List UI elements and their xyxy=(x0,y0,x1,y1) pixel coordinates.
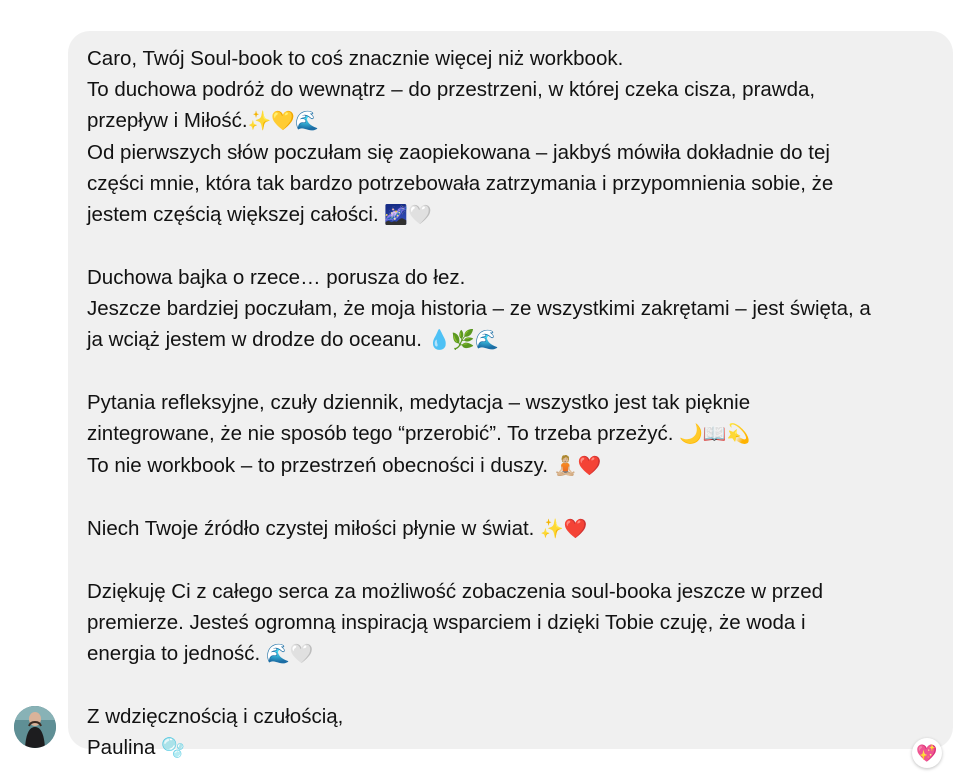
sparkles-red-heart-emoji-icon: ✨❤️ xyxy=(540,519,588,540)
message-line: Duchowa bajka o rzece… porusza do łez. xyxy=(87,266,466,289)
message-line: Jeszcze bardziej poczułam, że moja historia – ze wszystkimi zakrętami – jest święta, a xyxy=(87,297,871,320)
sender-avatar[interactable] xyxy=(14,706,56,748)
paragraph-gap xyxy=(87,356,935,387)
message-line: przepływ i Miłość.✨💛🌊 xyxy=(87,109,319,132)
message-paragraph-thanks xyxy=(87,576,935,670)
message-line: Caro, Twój Soul-book to coś znacznie więcej niż workbook. xyxy=(87,47,624,70)
sparkles-heart-wave-emoji-icon: ✨💛🌊 xyxy=(247,111,319,132)
avatar-photo-icon xyxy=(14,706,56,748)
message-reaction[interactable] xyxy=(912,738,942,768)
bubbles-emoji-icon: 🫧 xyxy=(161,738,185,759)
message-line: Niech Twoje źródło czystej miłości płynie w świat. ✨❤️ xyxy=(87,517,588,540)
droplet-herb-wave-emoji-icon: 💧🌿🌊 xyxy=(427,330,499,351)
paragraph-gap xyxy=(87,482,935,513)
wave-white-heart-emoji-icon: 🌊🤍 xyxy=(265,644,314,665)
meditation-heart-emoji-icon: 🧘🏼❤️ xyxy=(553,456,602,477)
message-line: jestem częścią większej całości. 🌌🤍 xyxy=(87,203,432,226)
message-bubble[interactable] xyxy=(68,31,953,759)
message-line: premierze. Jesteś ogromną inspiracją wsparciem i dzięki Tobie czuję, że woda i xyxy=(87,611,806,634)
galaxy-white-heart-emoji-icon: 🌌🤍 xyxy=(384,205,432,226)
message-line: Od pierwszych słów poczułam się zaopiekowana – jakbyś mówiła dokładnie do tej xyxy=(87,141,830,164)
heart-sparkle-icon: 💖 xyxy=(916,743,938,763)
signature-line: Paulina 🫧 xyxy=(87,736,185,759)
message-line: Pytania refleksyjne, czuły dziennik, medytacja – wszystko jest tak pięknie xyxy=(87,391,751,414)
message-signoff xyxy=(87,701,938,764)
message-line: części mnie, która tak bardzo potrzebowała zatrzymania i przypomnienia sobie, że xyxy=(87,172,834,195)
paragraph-gap xyxy=(87,231,935,262)
message-line: To duchowa podróż do wewnątrz – do przestrzeni, w której czeka cisza, prawda, xyxy=(87,78,816,101)
closing-line: Z wdzięcznością i czułością, xyxy=(87,705,344,728)
message-line: energia to jedność. 🌊🤍 xyxy=(87,642,314,665)
moon-book-dizzy-emoji-icon: 🌙📖💫 xyxy=(679,424,751,445)
message-line: Dziękuję Ci z całego serca za możliwość zobaczenia soul-booka jeszcze w przed xyxy=(87,580,824,603)
message-line: ja wciąż jestem w drodze do oceanu. 💧🌿🌊 xyxy=(87,328,499,351)
message-paragraph-wish xyxy=(87,513,935,545)
message-paragraph-intro xyxy=(87,43,935,231)
paragraph-gap xyxy=(87,545,935,576)
message-line: To nie workbook – to przestrzeń obecności i duszy. 🧘🏼❤️ xyxy=(87,454,602,477)
message-paragraph-reflection xyxy=(87,387,935,482)
message-line: zintegrowane, że nie sposób tego “przerobić”. To trzeba przeżyć. 🌙📖💫 xyxy=(87,422,751,445)
paragraph-gap xyxy=(87,670,935,701)
message-paragraph-river xyxy=(87,262,935,356)
